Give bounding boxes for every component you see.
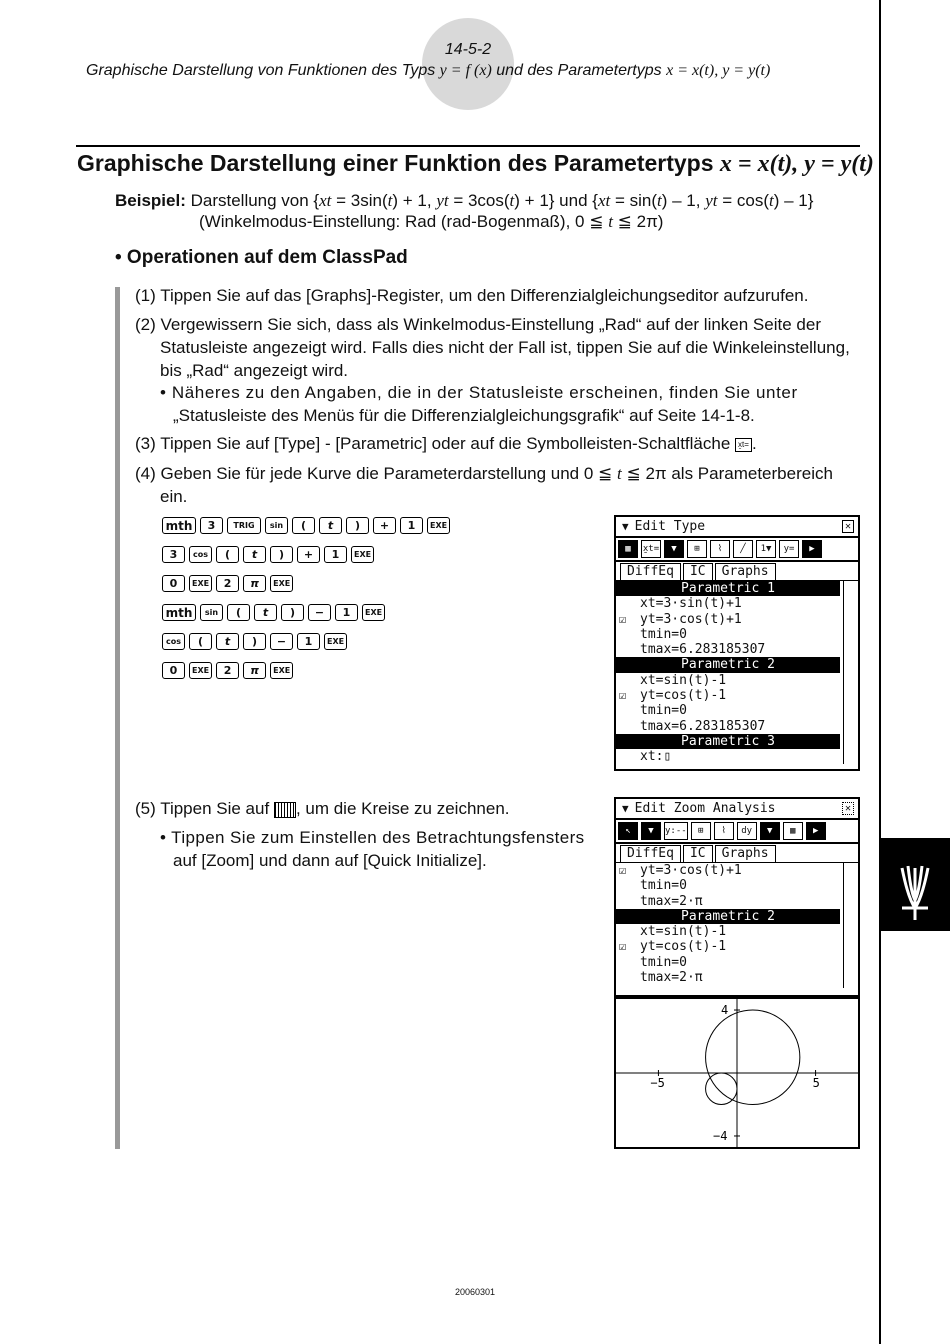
editor-line-text: yt=3·cos(t)+1 bbox=[640, 863, 742, 878]
tick-label-x-left: −5 bbox=[650, 1076, 665, 1090]
key-row-4 bbox=[162, 598, 450, 627]
editor-line[interactable] bbox=[616, 719, 858, 734]
editor-line-text: xt:▯ bbox=[640, 749, 672, 764]
key: − bbox=[308, 604, 331, 621]
editor-line-text: xt=3·sin(t)+1 bbox=[640, 596, 742, 612]
editor-line-text: Parametric 1 bbox=[681, 581, 775, 596]
tab-bar bbox=[616, 562, 858, 581]
key: 2 bbox=[216, 662, 239, 679]
editor-line[interactable] bbox=[616, 673, 858, 688]
page-edge-line bbox=[879, 0, 881, 1344]
key: ) bbox=[270, 546, 293, 563]
key: ) bbox=[281, 604, 304, 621]
key: − bbox=[270, 633, 293, 650]
scrollbar[interactable] bbox=[843, 581, 858, 764]
step-2-line-2: Statusleiste angezeigt wird. Falls dies nicht der Fall ist, tippen Sie auf die Winkeleinstellung, bbox=[160, 338, 850, 357]
key: ( bbox=[189, 633, 212, 650]
key: EXE bbox=[351, 546, 374, 563]
menu-items[interactable]: Edit Type bbox=[634, 519, 706, 534]
close-icon[interactable]: ✕ bbox=[842, 802, 854, 815]
key-row-6 bbox=[162, 656, 450, 685]
checkbox-icon[interactable]: ☑ bbox=[619, 863, 627, 877]
toolbar-button[interactable]: dy bbox=[737, 822, 757, 840]
checkbox-icon[interactable]: ☑ bbox=[619, 688, 627, 703]
key: EXE bbox=[427, 517, 450, 534]
tick-label-x-right: 5 bbox=[812, 1076, 820, 1090]
step-2-line-3: bis „Rad“ angezeigt wird. bbox=[160, 361, 349, 380]
editor-list bbox=[616, 863, 858, 988]
editor-line[interactable] bbox=[616, 657, 840, 672]
step-2-line-1: (2) Vergewissern Sie sich, dass als Winkelmodus-Einstellung „Rad“ auf der linken Seite der bbox=[135, 315, 821, 334]
editor-line-text: yt=cos(t)-1 bbox=[640, 939, 727, 955]
editor-line[interactable] bbox=[616, 612, 858, 627]
editor-line[interactable] bbox=[616, 581, 840, 596]
key: cos bbox=[162, 633, 185, 650]
toolbar-button[interactable]: x̱t= bbox=[641, 540, 661, 558]
key: EXE bbox=[324, 633, 347, 650]
key: ) bbox=[243, 633, 266, 650]
editor-line-text: Parametric 2 bbox=[681, 908, 775, 924]
editor-line-text: tmax=6.283185307 bbox=[640, 642, 766, 658]
toolbar-button[interactable]: ⊞ bbox=[687, 540, 707, 558]
key: t bbox=[319, 517, 342, 534]
scrollbar[interactable] bbox=[843, 863, 858, 988]
menu-items[interactable]: Edit Zoom Analysis bbox=[634, 801, 776, 816]
settings-grid-icon[interactable]: ▦ bbox=[618, 540, 638, 558]
editor-line-text: tmax=6.283185307 bbox=[640, 718, 766, 734]
key: sin bbox=[200, 604, 223, 621]
editor-line-text: tmax=2·π bbox=[640, 970, 703, 986]
toolbar-button[interactable]: 1▼ bbox=[756, 540, 776, 558]
key: 1 bbox=[324, 546, 347, 563]
heading-rule bbox=[76, 145, 860, 147]
editor-line[interactable] bbox=[616, 642, 858, 657]
editor-line-text: tmax=2·π bbox=[640, 893, 703, 909]
editor-line[interactable] bbox=[616, 863, 858, 878]
checkbox-icon[interactable]: ☑ bbox=[619, 611, 627, 626]
editor-line[interactable] bbox=[616, 955, 858, 970]
toolbar bbox=[616, 538, 858, 562]
close-icon[interactable]: ✕ bbox=[842, 520, 854, 533]
toolbar-button[interactable]: ▼ bbox=[664, 540, 684, 558]
editor-line-text: yt=3·cos(t)+1 bbox=[640, 611, 742, 627]
example-line-1: Beispiel: Darstellung von {xt = 3sin(t) + 1, yt = 3cos(t) + 1} und {xt = sin(t) – 1, yt = cos(t) – 1} bbox=[115, 191, 814, 210]
editor-line-text: Parametric 3 bbox=[681, 733, 775, 749]
editor-line-text: xt=sin(t)-1 bbox=[640, 924, 727, 940]
key-row-3 bbox=[162, 569, 450, 598]
editor-line[interactable] bbox=[616, 939, 858, 954]
toolbar-button[interactable]: ▼ bbox=[760, 822, 780, 840]
tab-ic[interactable]: IC bbox=[683, 845, 713, 862]
key: mth bbox=[162, 517, 196, 534]
key: 3 bbox=[200, 517, 223, 534]
key: + bbox=[373, 517, 396, 534]
key-sequence bbox=[162, 511, 450, 685]
checkbox-icon[interactable]: ☑ bbox=[619, 939, 627, 954]
editor-line[interactable] bbox=[616, 894, 858, 909]
key: 2 bbox=[216, 575, 239, 592]
key: cos bbox=[189, 546, 212, 563]
parametric-curve bbox=[706, 1010, 800, 1104]
step-4-line-1: (4) Geben Sie für jede Kurve die Parameterdarstellung und 0 ≦ t ≦ 2π als Parameterbereich bbox=[135, 464, 833, 483]
pointer-icon[interactable]: ↖ bbox=[618, 822, 638, 840]
toolbar-button[interactable]: ▶ bbox=[806, 822, 826, 840]
toolbar-button[interactable]: ⌇ bbox=[714, 822, 734, 840]
key: EXE bbox=[189, 662, 212, 679]
editor-line[interactable] bbox=[616, 878, 858, 893]
grid-icon[interactable]: ▦ bbox=[783, 822, 803, 840]
toolbar-button[interactable]: ⊞ bbox=[691, 822, 711, 840]
editor-line-text: Parametric 2 bbox=[681, 657, 775, 673]
key-row-1 bbox=[162, 511, 450, 540]
footer-date: 20060301 bbox=[454, 1287, 496, 1297]
key: π bbox=[243, 662, 266, 679]
editor-line[interactable] bbox=[616, 749, 858, 764]
key: 3 bbox=[162, 546, 185, 563]
key: 1 bbox=[297, 633, 320, 650]
step-4-line-2: ein. bbox=[160, 487, 188, 506]
editor-line-text: yt=cos(t)-1 bbox=[640, 688, 727, 704]
step-2-bullet-2: „Statusleiste des Menüs für die Differenzialgleichungsgrafik“ auf Seite 14-1-8. bbox=[173, 406, 755, 425]
toolbar-button[interactable]: ╱ bbox=[733, 540, 753, 558]
key: 1 bbox=[400, 517, 423, 534]
step-5-bullet-line-1: • Tippen Sie zum Einstellen des Betrachtungsfensters bbox=[160, 828, 585, 847]
key: π bbox=[243, 575, 266, 592]
menu-bar bbox=[616, 517, 858, 538]
key: ) bbox=[346, 517, 369, 534]
tab-graphs[interactable]: Graphs bbox=[715, 563, 776, 580]
tab-ic[interactable]: IC bbox=[683, 563, 713, 580]
diffeq-chapter-icon bbox=[880, 838, 950, 931]
parametric-type-icon: x̱t= bbox=[735, 438, 752, 452]
key: 0 bbox=[162, 662, 185, 679]
toolbar-button[interactable]: ▼ bbox=[641, 822, 661, 840]
toolbar-button[interactable]: ▶ bbox=[802, 540, 822, 558]
key: sin bbox=[265, 517, 288, 534]
editor-line[interactable] bbox=[616, 970, 858, 985]
key: EXE bbox=[270, 575, 293, 592]
section-title: Graphische Darstellung einer Funktion des Parametertyps x = x(t), y = y(t) bbox=[77, 150, 874, 177]
key: t bbox=[216, 633, 239, 650]
key: + bbox=[297, 546, 320, 563]
editor-line-text: tmin=0 bbox=[640, 703, 687, 719]
key: t bbox=[243, 546, 266, 563]
editor-line[interactable] bbox=[616, 596, 858, 611]
editor-line[interactable] bbox=[616, 688, 858, 703]
key: ( bbox=[292, 517, 315, 534]
tab-bar bbox=[616, 844, 858, 863]
step-2-bullet-1: • Näheres zu den Angaben, die in der Statusleiste erscheinen, finden Sie unter bbox=[160, 383, 798, 402]
key: EXE bbox=[362, 604, 385, 621]
parametric-curve bbox=[706, 1073, 737, 1104]
tick-label-y-bottom: −4 bbox=[713, 1128, 728, 1143]
editor-line[interactable] bbox=[616, 627, 858, 642]
menu-chevron-icon[interactable]: ▼ bbox=[622, 802, 629, 815]
key: ( bbox=[216, 546, 239, 563]
chapter-tab bbox=[880, 838, 950, 931]
key: t bbox=[254, 604, 277, 621]
key: 1 bbox=[335, 604, 358, 621]
tab-diffeq[interactable]: DiffEq bbox=[620, 845, 681, 862]
menu-bar bbox=[616, 799, 858, 820]
step-bar bbox=[115, 287, 120, 1149]
key: 0 bbox=[162, 575, 185, 592]
toolbar-button[interactable]: y= bbox=[779, 540, 799, 558]
tab-diffeq[interactable]: DiffEq bbox=[620, 563, 681, 580]
toolbar-button[interactable]: ⌇ bbox=[710, 540, 730, 558]
graph-plot bbox=[616, 999, 858, 1147]
step-3: (3) Tippen Sie auf [Type] - [Parametric] oder auf die Symbolleisten-Schaltfläche x̱t= . bbox=[135, 434, 757, 453]
toolbar-button[interactable]: y:-- bbox=[664, 822, 688, 840]
key-row-5 bbox=[162, 627, 450, 656]
operations-heading: • Operationen auf dem ClassPad bbox=[115, 247, 408, 268]
classpad-screen-editor-2 bbox=[614, 797, 860, 997]
page-number: 14-5-2 bbox=[444, 41, 492, 58]
toolbar bbox=[616, 820, 858, 844]
editor-line-text: xt=sin(t)-1 bbox=[640, 672, 727, 688]
editor-line-text: tmin=0 bbox=[640, 954, 687, 970]
menu-chevron-icon[interactable]: ▼ bbox=[622, 520, 629, 533]
editor-list bbox=[616, 581, 858, 764]
key: EXE bbox=[270, 662, 293, 679]
editor-line[interactable] bbox=[616, 734, 840, 749]
key-row-2 bbox=[162, 540, 450, 569]
key: mth bbox=[162, 604, 196, 621]
key: EXE bbox=[189, 575, 212, 592]
tick-label-y-top: 4 bbox=[721, 1003, 729, 1018]
step-5-bullet-line-2: auf [Zoom] und dann auf [Quick Initialize]. bbox=[173, 851, 487, 870]
key: TRIG bbox=[227, 517, 261, 534]
editor-line-text: tmin=0 bbox=[640, 626, 687, 642]
tab-graphs[interactable]: Graphs bbox=[715, 845, 776, 862]
step-1: (1) Tippen Sie auf das [Graphs]-Register, um den Differenzialgleichungseditor aufzurufen. bbox=[135, 286, 809, 305]
example-line-2: (Winkelmodus-Einstellung: Rad (rad-Bogenmaß), 0 ≦ t ≦ 2π) bbox=[199, 212, 664, 231]
editor-line[interactable] bbox=[616, 924, 858, 939]
classpad-screen-editor bbox=[614, 515, 860, 771]
running-header: Graphische Darstellung von Funktionen des Typs y = f (x) und des Parametertyps x = x(t), y = y(t) bbox=[86, 62, 771, 79]
editor-line-text: tmin=0 bbox=[640, 878, 687, 894]
editor-line[interactable] bbox=[616, 909, 840, 924]
key: ( bbox=[227, 604, 250, 621]
graph-window[interactable] bbox=[614, 997, 860, 1149]
draw-graph-icon bbox=[274, 802, 296, 818]
step-5: (5) Tippen Sie auf , um die Kreise zu zeichnen. bbox=[135, 799, 510, 818]
editor-line[interactable] bbox=[616, 703, 858, 718]
